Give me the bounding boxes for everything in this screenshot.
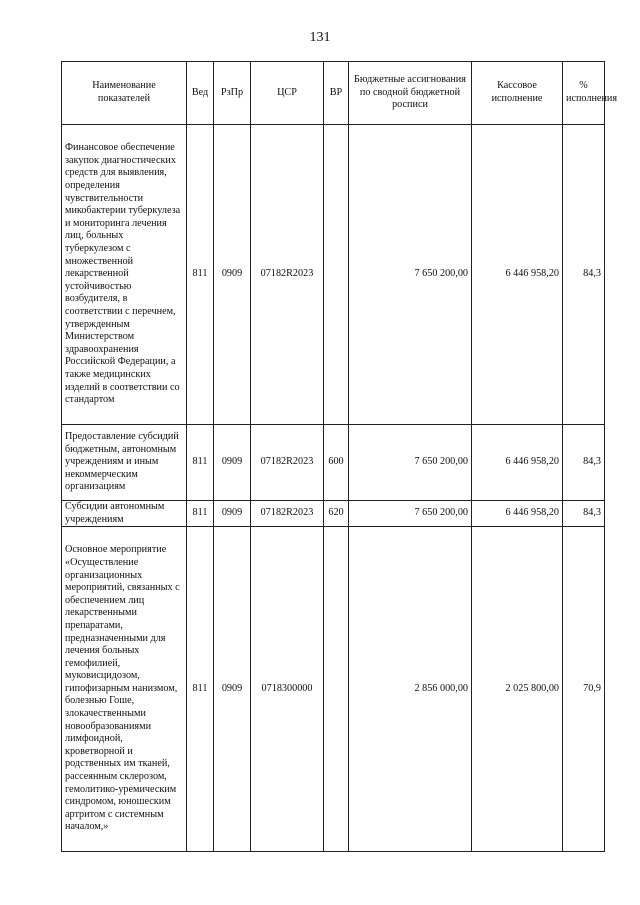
row-csr: 07182R2023 — [251, 501, 324, 527]
row-budget: 7 650 200,00 — [349, 125, 472, 425]
row-budget: 7 650 200,00 — [349, 501, 472, 527]
row-name: Субсидии автономным учреждениям — [62, 501, 187, 527]
row-percent: 84,3 — [563, 425, 605, 501]
page-number: 131 — [309, 30, 331, 45]
row-cash: 6 446 958,20 — [472, 425, 563, 501]
row-vr: 620 — [324, 501, 349, 527]
row-rzpr: 0909 — [214, 125, 251, 425]
header-ved: Вед — [187, 62, 214, 125]
row-ved: 811 — [187, 527, 214, 852]
table-row — [62, 125, 605, 425]
row-rzpr: 0909 — [214, 501, 251, 527]
row-ved: 811 — [187, 125, 214, 425]
header-percent-execution: % исполнения — [563, 62, 605, 125]
budget-execution-table — [61, 61, 618, 852]
row-vr — [324, 527, 349, 852]
header-cash-execution: Кассовое исполнение — [472, 62, 563, 125]
row-percent: 84,3 — [563, 125, 605, 425]
table-row — [62, 501, 605, 527]
row-budget: 2 856 000,00 — [349, 527, 472, 852]
row-cash: 6 446 958,20 — [472, 501, 563, 527]
header-csr: ЦСР — [251, 62, 324, 125]
row-cash: 6 446 958,20 — [472, 125, 563, 425]
table-header-row — [62, 62, 605, 125]
row-csr: 0718300000 — [251, 527, 324, 852]
table-row — [62, 425, 605, 501]
row-name: Финансовое обеспечение закупок диагностических средств для выявления, определения чувствительности микобактерии туберкулеза и мониторинга лечения лиц, больных туберкулезом с множественной лекарственной устойчивостью возбудителя, в соответствии с перечнем, утвержденным Министерством здравоохранения Российской Федерации, а также медицинских изделий в соответствии со стандартом — [62, 125, 187, 425]
row-name: Основное мероприятие «Осуществление организационных мероприятий, связанных с обеспечением лиц лекарственными препаратами, предназначенными для лечения больных гемофилией, муковисцидозом, гипофизарным нанизмом, болезнью Гоше, злокачественными новообразованиями лимфоидной, кроветворной и родственных им тканей, рассеянным склерозом, гемолитико-уремическим синдромом, юношеским артритом с системным началом,» — [62, 527, 187, 852]
table-row — [62, 527, 605, 852]
row-name: Предоставление субсидий бюджетным, автономным учреждениям и иным некоммерческим организациям — [62, 425, 187, 501]
row-rzpr: 0909 — [214, 527, 251, 852]
row-ved: 811 — [187, 425, 214, 501]
header-vr: ВР — [324, 62, 349, 125]
row-percent: 84,3 — [563, 501, 605, 527]
header-indicator-name: Наименование показателей — [62, 62, 187, 125]
header-budget-allocations: Бюджетные ассигнования по сводной бюджетной росписи — [349, 62, 472, 125]
row-percent: 70,9 — [563, 527, 605, 852]
header-rzpr: РзПр — [214, 62, 251, 125]
row-vr: 600 — [324, 425, 349, 501]
row-rzpr: 0909 — [214, 425, 251, 501]
row-csr: 07182R2023 — [251, 125, 324, 425]
row-vr — [324, 125, 349, 425]
row-budget: 7 650 200,00 — [349, 425, 472, 501]
row-ved: 811 — [187, 501, 214, 527]
row-csr: 07182R2023 — [251, 425, 324, 501]
row-cash: 2 025 800,00 — [472, 527, 563, 852]
